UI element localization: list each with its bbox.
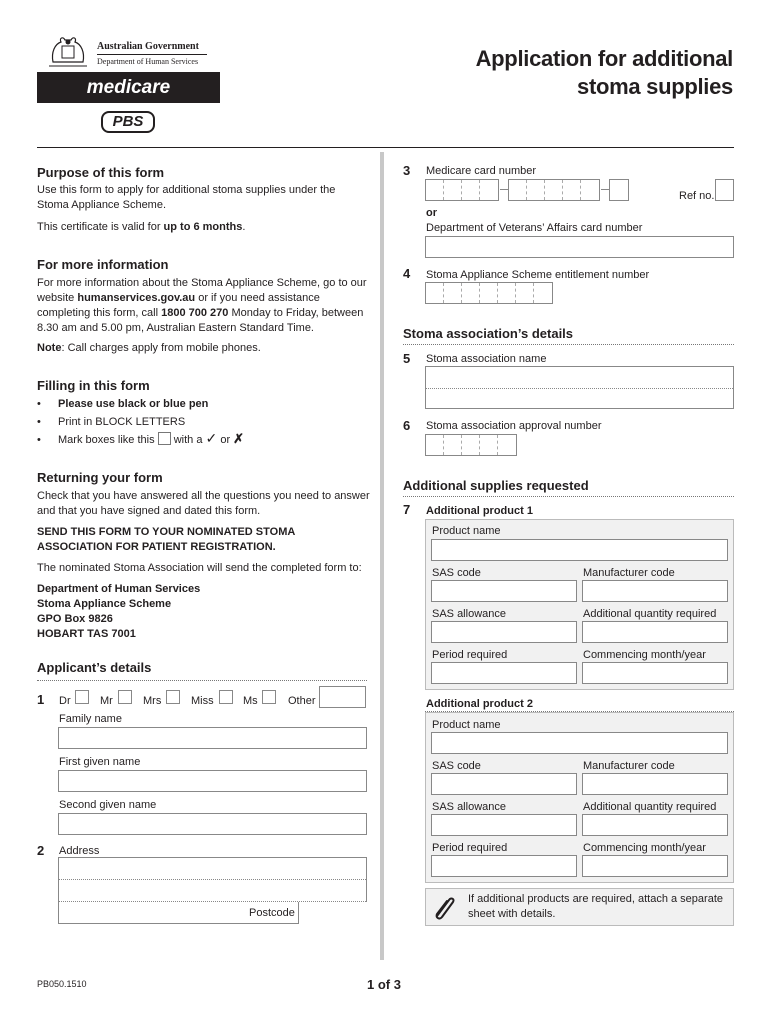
title-mr-label: Mr xyxy=(100,695,113,707)
returning-send: SEND THIS FORM TO YOUR NOMINATED STOMA ASSOCIATION FOR PATIENT REGISTRATION. xyxy=(37,526,295,553)
purpose-text: Use this form to apply for additional stoma supplies under the Stoma Appliance Scheme. xyxy=(37,184,336,211)
title-miss-label: Miss xyxy=(191,695,214,707)
association-name-label: Stoma association name xyxy=(426,353,547,365)
product1-sas-code-label: SAS code xyxy=(432,567,481,579)
medicare-number-part3[interactable] xyxy=(609,179,629,201)
product2-sas-allowance-input[interactable] xyxy=(431,814,577,836)
first-name-label: First given name xyxy=(59,756,141,768)
title-mrs-checkbox[interactable] xyxy=(166,690,180,704)
product2-heading: Additional product 2 xyxy=(426,698,533,710)
or-label: or xyxy=(426,207,437,219)
product1-period-label: Period required xyxy=(432,649,508,661)
address-label: Address xyxy=(59,845,100,857)
product1-name-input[interactable] xyxy=(431,539,728,561)
filling-heading: Filling in this form xyxy=(37,378,150,393)
dva-number-input[interactable] xyxy=(425,236,734,258)
product2-additional-qty-label: Additional quantity required xyxy=(583,801,717,813)
phone-number: 1800 700 270 xyxy=(161,307,229,319)
product1-name-label: Product name xyxy=(432,525,501,537)
product1-sas-allowance-label: SAS allowance xyxy=(432,608,506,620)
product1-manufacturer-code-label: Manufacturer code xyxy=(583,567,675,579)
postcode-input[interactable] xyxy=(298,902,367,924)
product1-heading: Additional product 1 xyxy=(426,505,533,517)
header-rule xyxy=(37,147,734,148)
coat-of-arms-logo xyxy=(45,34,91,68)
product2-sas-code-label: SAS code xyxy=(432,760,481,772)
product2-manufacturer-code-input[interactable] xyxy=(582,773,728,795)
title-line1: Application for additional xyxy=(475,46,733,71)
title-dr-checkbox[interactable] xyxy=(75,690,89,704)
more-info-note: Note: Call charges apply from mobile phones. xyxy=(37,342,261,354)
gov-line1: Australian Government xyxy=(97,41,199,52)
product2-manufacturer-code-label: Manufacturer code xyxy=(583,760,675,772)
gov-line2: Department of Human Services xyxy=(97,57,199,66)
pbs-wordmark: PBS xyxy=(112,113,144,130)
paperclip-icon xyxy=(431,892,457,922)
product1-additional-qty-input[interactable] xyxy=(582,621,728,643)
product1-sas-allowance-input[interactable] xyxy=(431,621,577,643)
form-code: PB050.1510 xyxy=(37,979,87,989)
returning-text: Check that you have answered all the questions you need to answer and that you have signed and dated this form. xyxy=(37,490,370,517)
product1-manufacturer-code-input[interactable] xyxy=(582,580,728,602)
ref-no-input[interactable] xyxy=(715,179,734,201)
product1-sas-code-input[interactable] xyxy=(431,580,577,602)
medicare-number-part2[interactable] xyxy=(508,179,600,201)
dva-number-label: Department of Veterans’ Affairs card number xyxy=(426,222,643,234)
product2-commencing-label: Commencing month/year xyxy=(583,842,706,854)
more-info-heading: For more information xyxy=(37,257,169,272)
more-info-text: For more information about the Stoma Appliance Scheme, go to our website humanservices.gov.au or if you need assistance completing this form, call 1800 700 270 Monday to Friday, between 8.30 am and 5.00 pm, Australian Eastern Standard Time. xyxy=(37,277,367,334)
example-checkbox xyxy=(158,432,171,445)
question-1-number: 1 xyxy=(37,692,45,707)
title-miss-checkbox[interactable] xyxy=(219,690,233,704)
medicare-wordmark: medicare xyxy=(86,77,171,98)
entitlement-number-label: Stoma Appliance Scheme entitlement number xyxy=(426,269,650,281)
title-ms-label: Ms xyxy=(243,695,258,707)
postcode-label: Postcode xyxy=(249,907,295,919)
product2-commencing-input[interactable] xyxy=(582,855,728,877)
question-4-number: 4 xyxy=(403,266,411,281)
medicare-number-label: Medicare card number xyxy=(426,165,537,177)
question-6-number: 6 xyxy=(403,418,411,433)
product2-additional-qty-input[interactable] xyxy=(582,814,728,836)
ref-no-label: Ref no. xyxy=(679,190,715,202)
purpose-heading: Purpose of this form xyxy=(37,165,165,180)
attach-note-text: If additional products are required, attach a separate sheet with details. xyxy=(468,893,723,920)
question-7-number: 7 xyxy=(403,502,411,517)
title-dr-label: Dr xyxy=(59,695,71,707)
title-mr-checkbox[interactable] xyxy=(118,690,132,704)
title-ms-checkbox[interactable] xyxy=(262,690,276,704)
website-link[interactable]: humanservices.gov.au xyxy=(77,292,196,304)
title-mrs-label: Mrs xyxy=(143,695,162,707)
approval-number-input[interactable] xyxy=(425,434,517,456)
page-title xyxy=(476,45,733,101)
second-name-label: Second given name xyxy=(59,799,157,811)
product2-sas-code-input[interactable] xyxy=(431,773,577,795)
medicare-number-part1[interactable] xyxy=(425,179,499,201)
valid-duration: up to 6 months xyxy=(163,221,243,233)
product1-commencing-input[interactable] xyxy=(582,662,728,684)
association-heading: Stoma association’s details xyxy=(403,326,574,341)
return-address: Department of Human Services Stoma Appliance Scheme GPO Box 9826 HOBART TAS 7001 xyxy=(37,583,201,640)
product1-additional-qty-label: Additional quantity required xyxy=(583,608,717,620)
returning-heading: Returning your form xyxy=(37,470,163,485)
supplies-heading: Additional supplies requested xyxy=(403,478,589,493)
approval-number-label: Stoma association approval number xyxy=(426,420,602,432)
pbs-logo xyxy=(101,111,155,133)
second-name-input[interactable] xyxy=(58,813,367,835)
first-name-input[interactable] xyxy=(58,770,367,792)
applicant-heading: Applicant’s details xyxy=(37,660,152,675)
product2-sas-allowance-label: SAS allowance xyxy=(432,801,506,813)
medicare-logo xyxy=(37,72,220,103)
purpose-valid: This certificate is valid for up to 6 months. xyxy=(37,221,246,233)
tick-mark-icon: ✓ xyxy=(205,430,218,446)
product1-commencing-label: Commencing month/year xyxy=(583,649,706,661)
association-name-input[interactable] xyxy=(425,366,734,409)
product2-period-label: Period required xyxy=(432,842,508,854)
question-2-number: 2 xyxy=(37,843,45,858)
column-divider xyxy=(380,152,384,960)
cross-mark-icon: ✗ xyxy=(233,431,245,446)
family-name-label: Family name xyxy=(59,713,122,725)
returning-will-send: The nominated Stoma Association will send the completed form to: xyxy=(37,562,362,574)
product1-period-input[interactable] xyxy=(431,662,577,684)
entitlement-number-input[interactable] xyxy=(425,282,553,304)
question-5-number: 5 xyxy=(403,351,411,366)
product2-period-input[interactable] xyxy=(431,855,577,877)
product2-name-input[interactable] xyxy=(431,732,728,754)
filling-item2: • Print in BLOCK LETTERS xyxy=(37,416,186,428)
title-other-label: Other xyxy=(288,695,316,707)
title-other-input[interactable] xyxy=(319,686,366,708)
filling-item1: • Please use black or blue pen xyxy=(37,398,209,410)
family-name-input[interactable] xyxy=(58,727,367,749)
title-line2: stoma supplies xyxy=(577,74,733,99)
page-number: 1 of 3 xyxy=(367,977,401,992)
question-3-number: 3 xyxy=(403,163,411,178)
product2-name-label: Product name xyxy=(432,719,501,731)
filling-item3: • Mark boxes like this with a ✓ or ✗ xyxy=(37,430,245,446)
